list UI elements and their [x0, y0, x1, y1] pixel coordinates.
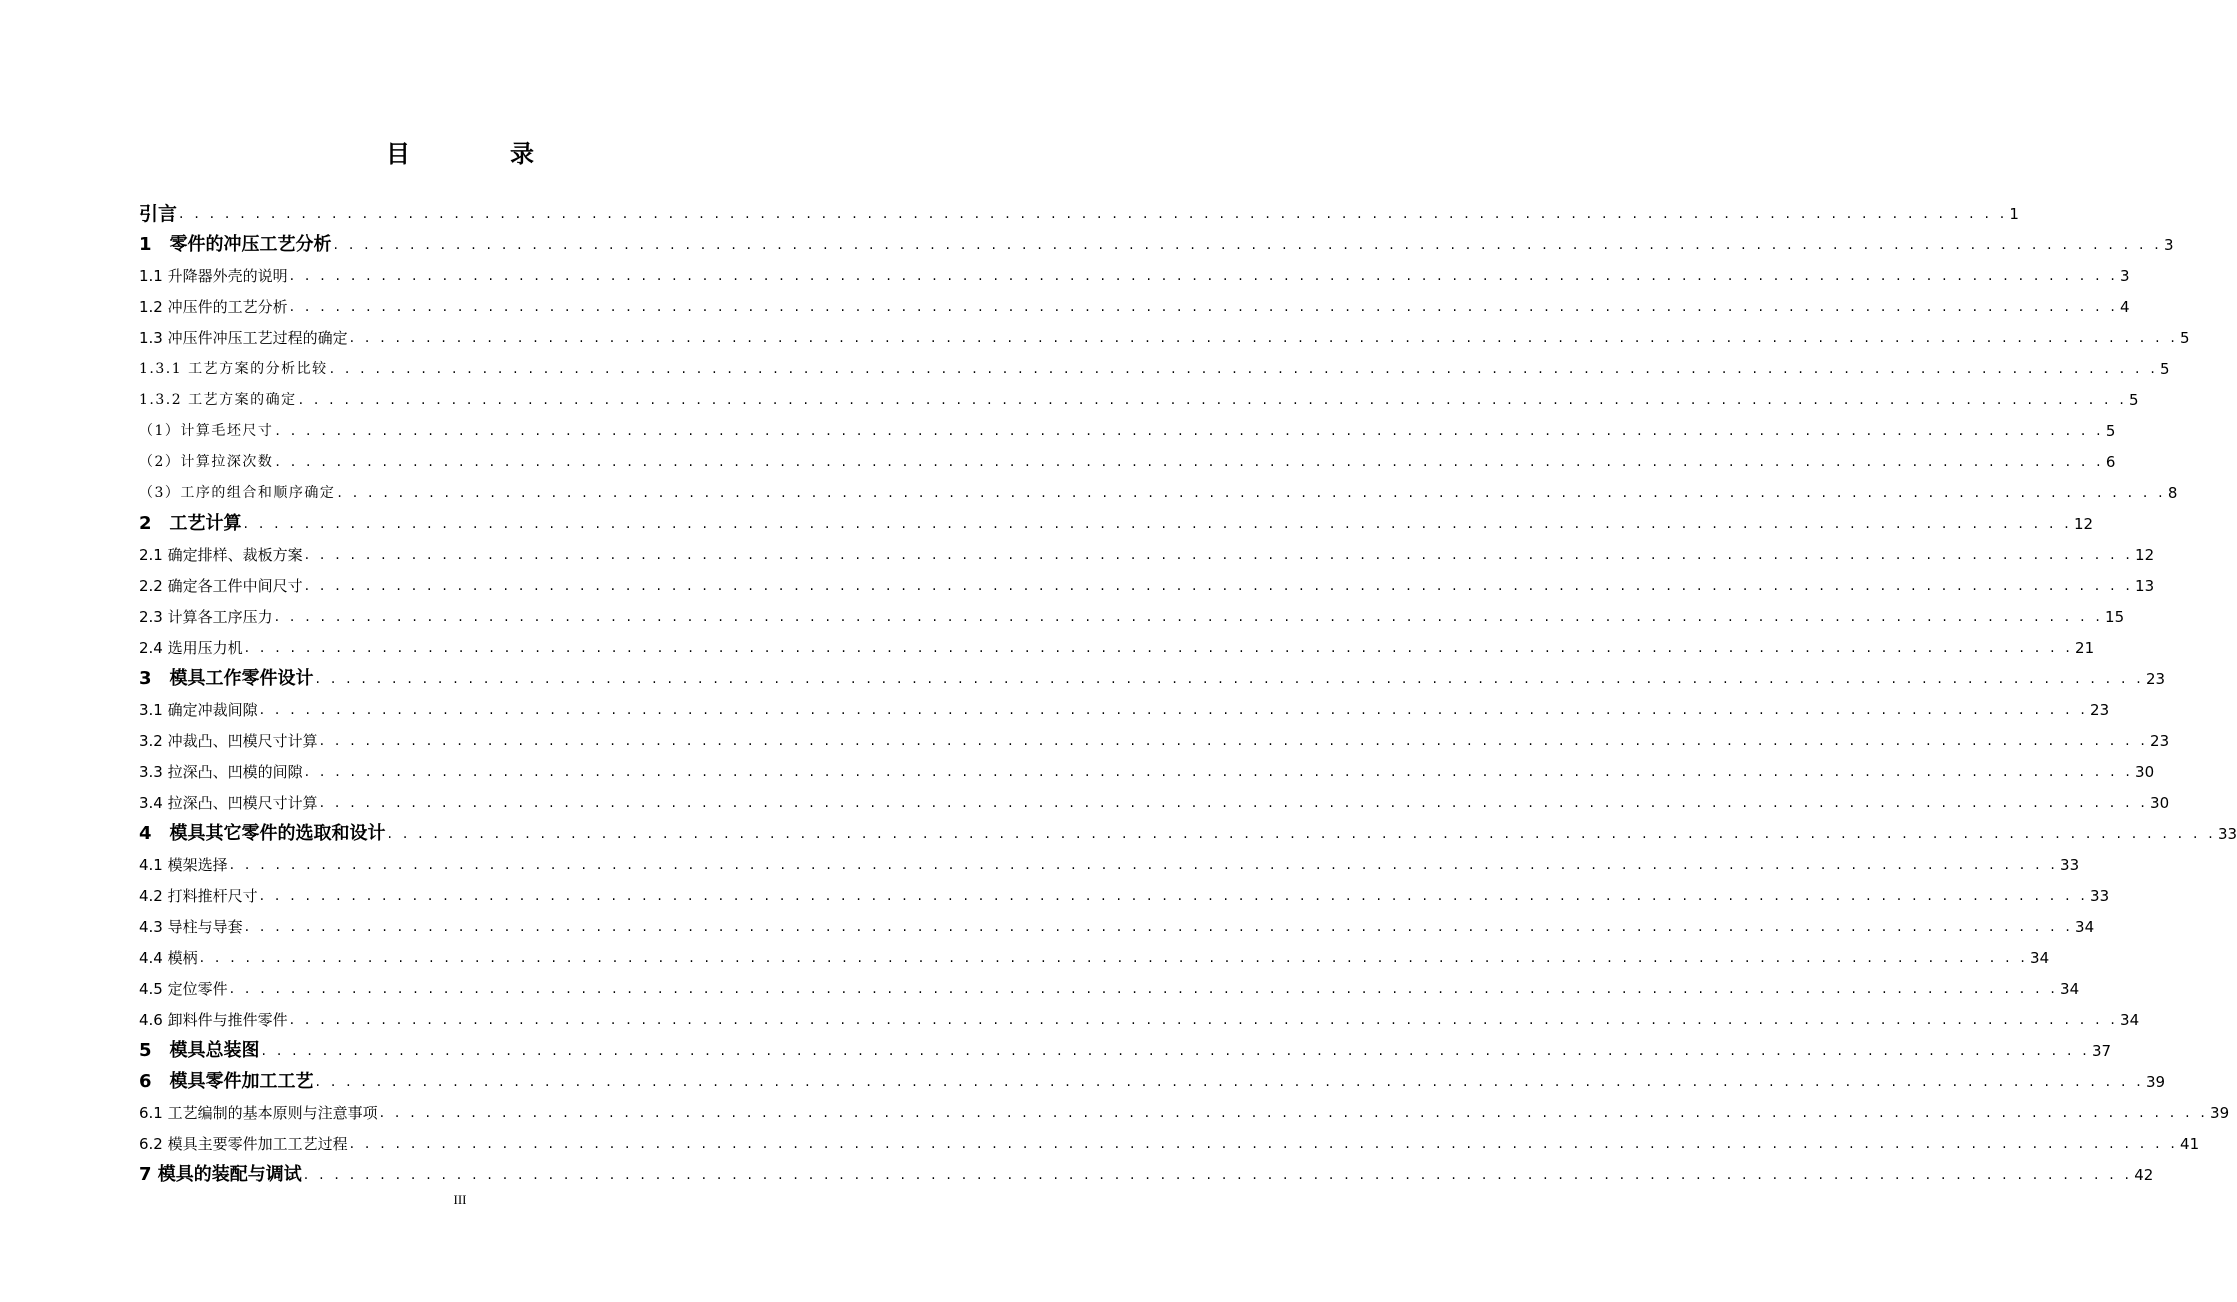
toc-entry-page: 33: [2217, 825, 2237, 843]
toc-list: [139, 196, 2237, 1188]
toc-entry[interactable]: [139, 1157, 2154, 1188]
toc-dot-leader: . . . . . . . . . . . . . . . . . . . . . . . . . . . . . . . . . . . . . . . . . . . . . . . . . . . . . . . . . . . . . . . . . . . . . . . . . . . . . . . . . . . . . . . . . . . . . . . . . . . . . . . . . . . . . . . . . . . . . . . .: [261, 1043, 2090, 1059]
toc-entry-label: 5 模具总装图: [139, 1040, 260, 1061]
toc-entry-page: 30: [2135, 763, 2155, 781]
toc-dot-leader: . . . . . . . . . . . . . . . . . . . . . . . . . . . . . . . . . . . . . . . . . . . . . . . . . . . . . . . . . . . . . . . . . . . . . . . . . . . . . . . . . . . . . . . . . . . . . . . . . . . . . . . . . . . . . . . . . . . . . . . .: [289, 1012, 2119, 1028]
toc-entry-page: 23: [2090, 701, 2110, 719]
toc-entry-page: 21: [2075, 639, 2095, 657]
toc-dot-leader: . . . . . . . . . . . . . . . . . . . . . . . . . . . . . . . . . . . . . . . . . . . . . . . . . . . . . . . . . . . . . . . . . . . . . . . . . . . . . . . . . . . . . . . . . . . . . . . . . . . . . . . . . . . . . . . . . . . . . . . .: [349, 1136, 2179, 1152]
toc-dot-leader: . . . . . . . . . . . . . . . . . . . . . . . . . . . . . . . . . . . . . . . . . . . . . . . . . . . . . . . . . . . . . . . . . . . . . . . . . . . . . . . . . . . . . . . . . . . . . . . . . . . . . . . . . . . . . . . . . . . . . . . .: [379, 1105, 2209, 1121]
toc-entry-page: 34: [2075, 918, 2095, 936]
toc-entry[interactable]: [139, 227, 2174, 258]
toc-dot-leader: . . . . . . . . . . . . . . . . . . . . . . . . . . . . . . . . . . . . . . . . . . . . . . . . . . . . . . . . . . . . . . . . . . . . . . . . . . . . . . . . . . . . . . . . . . . . . . . . . . . . . . . . . . . . . . . . . . . . . . . .: [289, 299, 2119, 315]
toc-entry-label: 4.1 模架选择: [139, 856, 228, 874]
toc-entry-label: 6.2 模具主要零件加工工艺过程: [139, 1135, 348, 1153]
toc-entry-label: 2 工艺计算: [139, 513, 242, 534]
toc-entry-label: 1.3.1 工艺方案的分析比较: [139, 361, 328, 377]
toc-entry-page: 34: [2120, 1011, 2140, 1029]
toc-entry-page: 4: [2120, 298, 2130, 316]
toc-entry-label: 4.5 定位零件: [139, 980, 228, 998]
toc-dot-leader: . . . . . . . . . . . . . . . . . . . . . . . . . . . . . . . . . . . . . . . . . . . . . . . . . . . . . . . . . . . . . . . . . . . . . . . . . . . . . . . . . . . . . . . . . . . . . . . . . . . . . . . . . . . . . . . . . . . . . . . .: [387, 826, 2216, 842]
toc-dot-leader: . . . . . . . . . . . . . . . . . . . . . . . . . . . . . . . . . . . . . . . . . . . . . . . . . . . . . . . . . . . . . . . . . . . . . . . . . . . . . . . . . . . . . . . . . . . . . . . . . . . . . . . . . . . . . . . . . . . . . . . .: [303, 1167, 2133, 1183]
toc-title: 目 录: [386, 140, 572, 168]
toc-entry-page: 33: [2090, 887, 2110, 905]
toc-dot-leader: . . . . . . . . . . . . . . . . . . . . . . . . . . . . . . . . . . . . . . . . . . . . . . . . . . . . . . . . . . . . . . . . . . . . . . . . . . . . . . . . . . . . . . . . . . . . . . . . . . . . . . . . . . . . . . . . . . . . . . . .: [319, 795, 2149, 811]
toc-entry-label: 7 模具的装配与调试: [139, 1164, 302, 1185]
toc-entry-page: 34: [2030, 949, 2050, 967]
toc-entry[interactable]: [139, 847, 2080, 878]
toc-entry-page: 30: [2150, 794, 2170, 812]
toc-dot-leader: . . . . . . . . . . . . . . . . . . . . . . . . . . . . . . . . . . . . . . . . . . . . . . . . . . . . . . . . . . . . . . . . . . . . . . . . . . . . . . . . . . . . . . . . . . . . . . . . . . . . . . . . . . . . . . . . . . . . . . . .: [199, 950, 2029, 966]
toc-dot-leader: . . . . . . . . . . . . . . . . . . . . . . . . . . . . . . . . . . . . . . . . . . . . . . . . . . . . . . . . . . . . . . . . . . . . . . . . . . . . . . . . . . . . . . . . . . . . . . . . . . . . . . . . . . . . . . . . . . . . . . . .: [229, 857, 2059, 873]
toc-entry-label: 1.1 升降器外壳的说明: [139, 267, 288, 285]
toc-entry[interactable]: [139, 754, 2155, 785]
toc-entry-page: 8: [2167, 484, 2178, 502]
toc-dot-leader: . . . . . . . . . . . . . . . . . . . . . . . . . . . . . . . . . . . . . . . . . . . . . . . . . . . . . . . . . . . . . . . . . . . . . . . . . . . . . . . . . . . . . . . . . . . . . . . . . . . . . . . . . . . . . . . . . . . . . . . .: [304, 547, 2134, 563]
toc-entry-page: 23: [2150, 732, 2170, 750]
toc-entry[interactable]: [139, 630, 2095, 661]
toc-entry-page: 5: [2128, 391, 2139, 409]
toc-dot-leader: . . . . . . . . . . . . . . . . . . . . . . . . . . . . . . . . . . . . . . . . . . . . . . . . . . . . . . . . . . . . . . . . . . . . . . . . . . . . . . . . . . . . . . . . . . . . . . . . . . . . . . . . . . . . . . . . . . . . . . . .: [304, 578, 2134, 594]
toc-entry[interactable]: [139, 320, 2190, 351]
toc-entry-page: 39: [2210, 1104, 2230, 1122]
toc-dot-leader: . . . . . . . . . . . . . . . . . . . . . . . . . . . . . . . . . . . . . . . . . . . . . . . . . . . . . . . . . . . . . . . . . . . . . . . . . . . . . . . . . . . . . . . . . . . . . . . . . . . . . . . . . . . . . . . . . . . . . . . .: [229, 981, 2059, 997]
toc-entry-label: 3 模具工作零件设计: [139, 668, 314, 689]
toc-entry[interactable]: [139, 475, 2178, 506]
toc-entry[interactable]: [139, 785, 2170, 816]
toc-dot-leader: . . . . . . . . . . . . . . . . . . . . . . . . . . . . . . . . . . . . . . . . . . . . . . . . . . . . . . . . . . . . . . . . . . . . . . . . . . . . . . . . . . . . . . . . . . . . . . . . . . . . . . . . . . . . . . . . . . . . . . . .: [244, 640, 2074, 656]
toc-entry[interactable]: [139, 568, 2155, 599]
toc-dot-leader: . . . . . . . . . . . . . . . . . . . . . . . . . . . . . . . . . . . . . . . . . . . . . . . . . . . . . . . . . . . . . . . . . . . . . . . . . . . . . . . . . . . . . . . . . . . . . . . . . . . . . . . . . . . . . . . . . . . . . . . .: [259, 888, 2089, 904]
toc-entry-label: 3.1 确定冲裁间隙: [139, 701, 258, 719]
toc-entry[interactable]: [139, 1002, 2140, 1033]
toc-entry-label: 2.3 计算各工序压力: [139, 608, 273, 626]
toc-entry-page: 15: [2105, 608, 2125, 626]
toc-entry-label: 2.4 选用压力机: [139, 639, 243, 657]
toc-dot-leader: . . . . . . . . . . . . . . . . . . . . . . . . . . . . . . . . . . . . . . . . . . . . . . . . . . . . . . . . . . . . . . . . . . . . . . . . . . . . . . . . . . . . . . . . . . . . . . . . . . . . . . . . . . . . . . . . . . . . . . . .: [319, 733, 2149, 749]
toc-entry[interactable]: [139, 723, 2170, 754]
toc-dot-leader: . . . . . . . . . . . . . . . . . . . . . . . . . . . . . . . . . . . . . . . . . . . . . . . . . . . . . . . . . . . . . . . . . . . . . . . . . . . . . . . . . . . . . . . . . . . . . . . . . . . . . . . . . . . . . . . . . . . . . . . .: [289, 268, 2119, 284]
toc-entry-label: 4 模具其它零件的选取和设计: [139, 823, 386, 844]
toc-entry[interactable]: [139, 196, 2019, 227]
toc-entry-label: 3.2 冲裁凸、凹模尺寸计算: [139, 732, 318, 750]
toc-entry-page: 3: [2120, 267, 2130, 285]
toc-dot-leader: . . . . . . . . . . . . . . . . . . . . . . . . . . . . . . . . . . . . . . . . . . . . . . . . . . . . . . . . . . . . . . . . . . . . . . . . . . . . . . . . . . . . . . . . . . . . . . . . . . . . . . . . . . . . . . . . . . . . . . . .: [274, 609, 2104, 625]
toc-entry-page: 13: [2135, 577, 2155, 595]
toc-entry[interactable]: [139, 444, 2116, 475]
toc-dot-leader: . . . . . . . . . . . . . . . . . . . . . . . . . . . . . . . . . . . . . . . . . . . . . . . . . . . . . . . . . . . . . . . . . . . . . . . . . . . . . . . . . . . . . . . . . . . . . . . . . . . . . . . . . . . . . . . . . . . . . . . .: [179, 206, 2008, 222]
toc-entry[interactable]: [139, 506, 2094, 537]
toc-entry-page: 34: [2060, 980, 2080, 998]
toc-entry-label: （2）计算拉深次数: [139, 454, 274, 470]
toc-entry-page: 3: [2163, 236, 2174, 254]
toc-dot-leader: . . . . . . . . . . . . . . . . . . . . . . . . . . . . . . . . . . . . . . . . . . . . . . . . . . . . . . . . . . . . . . . . . . . . . . . . . . . . . . . . . . . . . . . . . . . . . . . . . . . . . . . . . . . . . . . . . . . . . . . .: [275, 423, 2104, 439]
toc-entry[interactable]: [139, 1064, 2166, 1095]
toc-entry-label: 1.2 冲压件的工艺分析: [139, 298, 288, 316]
toc-entry[interactable]: [139, 940, 2050, 971]
toc-entry-page: 5: [2180, 329, 2190, 347]
toc-entry[interactable]: [139, 909, 2095, 940]
toc-dot-leader: . . . . . . . . . . . . . . . . . . . . . . . . . . . . . . . . . . . . . . . . . . . . . . . . . . . . . . . . . . . . . . . . . . . . . . . . . . . . . . . . . . . . . . . . . . . . . . . . . . . . . . . . . . . . . . . . . . . . . . . .: [275, 454, 2104, 470]
toc-entry-page: 12: [2073, 515, 2094, 533]
toc-entry-page: 42: [2134, 1166, 2154, 1184]
toc-entry[interactable]: [139, 1126, 2200, 1157]
page-number: III: [453, 1192, 467, 1207]
toc-entry-label: 4.4 模柄: [139, 949, 198, 967]
toc-dot-leader: . . . . . . . . . . . . . . . . . . . . . . . . . . . . . . . . . . . . . . . . . . . . . . . . . . . . . . . . . . . . . . . . . . . . . . . . . . . . . . . . . . . . . . . . . . . . . . . . . . . . . . . . . . . . . . . . . . . . . . . .: [244, 919, 2074, 935]
toc-dot-leader: . . . . . . . . . . . . . . . . . . . . . . . . . . . . . . . . . . . . . . . . . . . . . . . . . . . . . . . . . . . . . . . . . . . . . . . . . . . . . . . . . . . . . . . . . . . . . . . . . . . . . . . . . . . . . . . . . . . . . . . .: [337, 485, 2166, 501]
toc-entry-page: 6: [2105, 453, 2116, 471]
toc-entry[interactable]: [139, 258, 2130, 289]
toc-entry-page: 41: [2180, 1135, 2200, 1153]
toc-entry-label: 3.3 拉深凸、凹模的间隙: [139, 763, 303, 781]
toc-dot-leader: . . . . . . . . . . . . . . . . . . . . . . . . . . . . . . . . . . . . . . . . . . . . . . . . . . . . . . . . . . . . . . . . . . . . . . . . . . . . . . . . . . . . . . . . . . . . . . . . . . . . . . . . . . . . . . . . . . . . . . . .: [243, 516, 2072, 532]
toc-entry[interactable]: [139, 351, 2170, 382]
toc-entry-label: 引言: [139, 203, 178, 225]
toc-entry-page: 39: [2145, 1073, 2166, 1091]
toc-entry[interactable]: [139, 599, 2125, 630]
toc-entry[interactable]: [139, 537, 2155, 568]
toc-dot-leader: . . . . . . . . . . . . . . . . . . . . . . . . . . . . . . . . . . . . . . . . . . . . . . . . . . . . . . . . . . . . . . . . . . . . . . . . . . . . . . . . . . . . . . . . . . . . . . . . . . . . . . . . . . . . . . . . . . . . . . . .: [304, 764, 2134, 780]
toc-entry-label: 6.1 工艺编制的基本原则与注意事项: [139, 1104, 378, 1122]
toc-dot-leader: . . . . . . . . . . . . . . . . . . . . . . . . . . . . . . . . . . . . . . . . . . . . . . . . . . . . . . . . . . . . . . . . . . . . . . . . . . . . . . . . . . . . . . . . . . . . . . . . . . . . . . . . . . . . . . . . . . . . . . . .: [349, 330, 2179, 346]
toc-entry-label: 4.3 导柱与导套: [139, 918, 243, 936]
toc-entry-page: 5: [2105, 422, 2116, 440]
toc-entry[interactable]: [139, 971, 2080, 1002]
toc-dot-leader: . . . . . . . . . . . . . . . . . . . . . . . . . . . . . . . . . . . . . . . . . . . . . . . . . . . . . . . . . . . . . . . . . . . . . . . . . . . . . . . . . . . . . . . . . . . . . . . . . . . . . . . . . . . . . . . . . . . . . . . .: [333, 237, 2162, 253]
toc-entry-label: 4.6 卸料件与推件零件: [139, 1011, 288, 1029]
toc-entry[interactable]: [139, 661, 2166, 692]
toc-entry-label: 3.4 拉深凸、凹模尺寸计算: [139, 794, 318, 812]
toc-entry-page: 1: [2009, 205, 2019, 223]
toc-entry[interactable]: [139, 289, 2130, 320]
toc-entry-page: 37: [2091, 1042, 2112, 1060]
toc-entry-label: 2.2 确定各工件中间尺寸: [139, 577, 303, 595]
toc-entry[interactable]: [139, 1095, 2230, 1126]
toc-dot-leader: . . . . . . . . . . . . . . . . . . . . . . . . . . . . . . . . . . . . . . . . . . . . . . . . . . . . . . . . . . . . . . . . . . . . . . . . . . . . . . . . . . . . . . . . . . . . . . . . . . . . . . . . . . . . . . . . . . . . . . . .: [298, 392, 2127, 408]
toc-entry-label: 6 模具零件加工工艺: [139, 1071, 314, 1092]
toc-entry-label: 1.3.2 工艺方案的确定: [139, 392, 297, 408]
toc-entry-label: 1 零件的冲压工艺分析: [139, 234, 332, 255]
toc-entry[interactable]: [139, 816, 2237, 847]
toc-dot-leader: . . . . . . . . . . . . . . . . . . . . . . . . . . . . . . . . . . . . . . . . . . . . . . . . . . . . . . . . . . . . . . . . . . . . . . . . . . . . . . . . . . . . . . . . . . . . . . . . . . . . . . . . . . . . . . . . . . . . . . . .: [315, 1074, 2144, 1090]
toc-entry[interactable]: [139, 1033, 2112, 1064]
toc-dot-leader: . . . . . . . . . . . . . . . . . . . . . . . . . . . . . . . . . . . . . . . . . . . . . . . . . . . . . . . . . . . . . . . . . . . . . . . . . . . . . . . . . . . . . . . . . . . . . . . . . . . . . . . . . . . . . . . . . . . . . . . .: [315, 671, 2144, 687]
toc-entry[interactable]: [139, 413, 2116, 444]
toc-dot-leader: . . . . . . . . . . . . . . . . . . . . . . . . . . . . . . . . . . . . . . . . . . . . . . . . . . . . . . . . . . . . . . . . . . . . . . . . . . . . . . . . . . . . . . . . . . . . . . . . . . . . . . . . . . . . . . . . . . . . . . . .: [329, 361, 2158, 377]
toc-entry-label: 1.3 冲压件冲压工艺过程的确定: [139, 329, 348, 347]
toc-entry-label: （3）工序的组合和顺序确定: [139, 485, 336, 501]
toc-entry-page: 33: [2060, 856, 2080, 874]
toc-entry-label: （1）计算毛坯尺寸: [139, 423, 274, 439]
toc-entry[interactable]: [139, 692, 2110, 723]
toc-entry-page: 23: [2145, 670, 2166, 688]
toc-dot-leader: . . . . . . . . . . . . . . . . . . . . . . . . . . . . . . . . . . . . . . . . . . . . . . . . . . . . . . . . . . . . . . . . . . . . . . . . . . . . . . . . . . . . . . . . . . . . . . . . . . . . . . . . . . . . . . . . . . . . . . . .: [259, 702, 2089, 718]
toc-entry-page: 12: [2135, 546, 2155, 564]
toc-entry[interactable]: [139, 382, 2139, 413]
toc-entry-label: 2.1 确定排样、裁板方案: [139, 546, 303, 564]
toc-entry-page: 5: [2159, 360, 2170, 378]
toc-entry-label: 4.2 打料推杆尺寸: [139, 887, 258, 905]
toc-entry[interactable]: [139, 878, 2110, 909]
